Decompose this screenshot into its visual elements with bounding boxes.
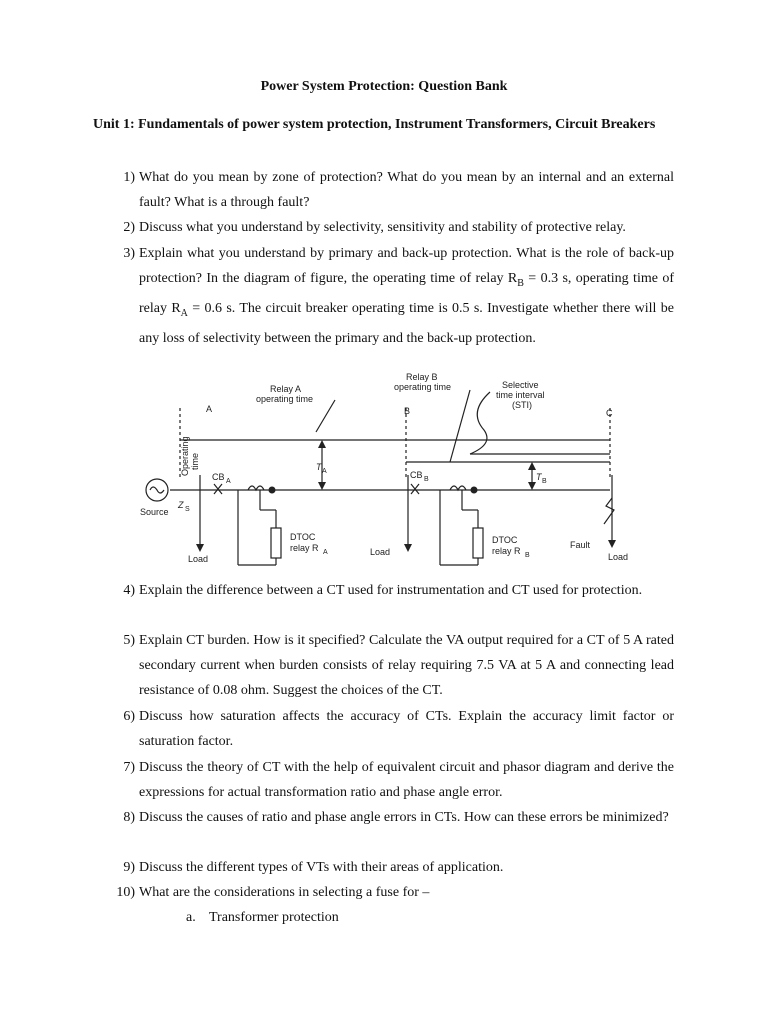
question-text: Discuss the different types of VTs with their areas of application.: [139, 860, 504, 875]
svg-text:time interval: time interval: [496, 390, 545, 400]
question-number: 8): [123, 810, 135, 825]
question-text: Discuss what you understand by selectivity, sensitivity and stability of protective relay.: [139, 220, 626, 235]
svg-text:operating time: operating time: [256, 394, 314, 404]
unit-heading: Unit 1: Fundamentals of power system protection, Instrument Transformers, Circuit Breakers: [93, 117, 656, 132]
question-number: 4): [123, 583, 135, 598]
svg-text:CB: CB: [212, 472, 225, 482]
svg-text:C: C: [606, 408, 613, 418]
question-number: 1): [123, 170, 135, 185]
page-title: Power System Protection: Question Bank: [260, 79, 508, 94]
svg-text:time: time: [190, 452, 200, 470]
question-text: What are the considerations in selecting a fuse for –: [139, 885, 430, 900]
svg-text:CB: CB: [410, 470, 423, 480]
svg-text:B: B: [542, 478, 547, 485]
question-text: Explain what you understand by primary and back-up protection. What is the role of back-up protection? In the diagram of figure, the operating time of relay $R_B = 0.3$ s, operating time of relay $R_A = 0.6$ s. The circuit breaker operating time is 0.5 s. Investigate whether there will be any loss of selectivity between the primary and the back-up protection.: [139, 246, 674, 346]
svg-text:A: A: [206, 404, 213, 414]
question-number: 2): [123, 220, 135, 235]
svg-text:DTOC: DTOC: [492, 535, 518, 545]
question-number: 10): [116, 885, 135, 900]
svg-text:T: T: [316, 462, 322, 472]
question-text: Explain CT burden. How is it specified? Calculate the VA output required for a CT of 5 A rated secondary current when burden consists of relay requiring 7.5 VA at 5 A and connecting lead resistance of 0.08 ohm. Suggest the choices of the CT.: [139, 633, 674, 698]
svg-text:Fault: Fault: [570, 540, 591, 550]
svg-text:Relay A: Relay A: [270, 384, 302, 394]
question-number: 9): [123, 860, 135, 875]
question-number: 7): [123, 760, 135, 775]
svg-text:DTOC: DTOC: [290, 532, 316, 542]
question-number: 6): [123, 709, 135, 724]
sub-item-text: Transformer protection: [209, 910, 339, 925]
svg-text:B: B: [404, 406, 411, 416]
svg-text:Operating: Operating: [180, 436, 190, 476]
svg-text:A: A: [226, 478, 231, 485]
sub-item-label: a.: [186, 910, 196, 925]
svg-text:relay R: relay R: [492, 546, 521, 556]
svg-text:Source: Source: [140, 507, 169, 517]
question-text: Discuss the theory of CT with the help of equivalent circuit and phasor diagram and derive the expressions for actual transformation ratio and phase angle error.: [139, 760, 674, 800]
question-text: Discuss how saturation affects the accuracy of CTs. Explain the accuracy limit factor or saturation factor.: [139, 709, 674, 749]
svg-text:T: T: [536, 472, 542, 482]
svg-text:Load: Load: [188, 554, 209, 564]
sub-item: [186, 908, 339, 928]
svg-text:B: B: [424, 476, 429, 483]
svg-text:Load: Load: [608, 552, 629, 562]
question-text: Discuss the causes of ratio and phase angle errors in CTs. How can these errors be minimized?: [139, 810, 669, 825]
svg-text:A: A: [322, 468, 327, 475]
svg-text:(STI): (STI): [512, 400, 532, 410]
question-number: 5): [123, 633, 135, 648]
svg-text:Load: Load: [370, 547, 391, 557]
question-text: What do you mean by zone of protection? What do you mean by an internal and an external fault? What is a through fault?: [139, 170, 674, 210]
svg-text:operating time: operating time: [394, 382, 452, 392]
svg-text:Z: Z: [178, 500, 184, 510]
svg-text:Selective: Selective: [502, 380, 539, 390]
svg-text:B: B: [525, 552, 530, 559]
question-text: Explain the difference between a CT used for instrumentation and CT used for protection.: [139, 583, 643, 598]
question-number: 3): [123, 246, 135, 261]
svg-text:A: A: [323, 549, 328, 556]
protection-diagram: [140, 370, 640, 570]
svg-text:Relay B: Relay B: [406, 372, 438, 382]
svg-text:relay R: relay R: [290, 543, 319, 553]
svg-text:S: S: [185, 506, 190, 513]
